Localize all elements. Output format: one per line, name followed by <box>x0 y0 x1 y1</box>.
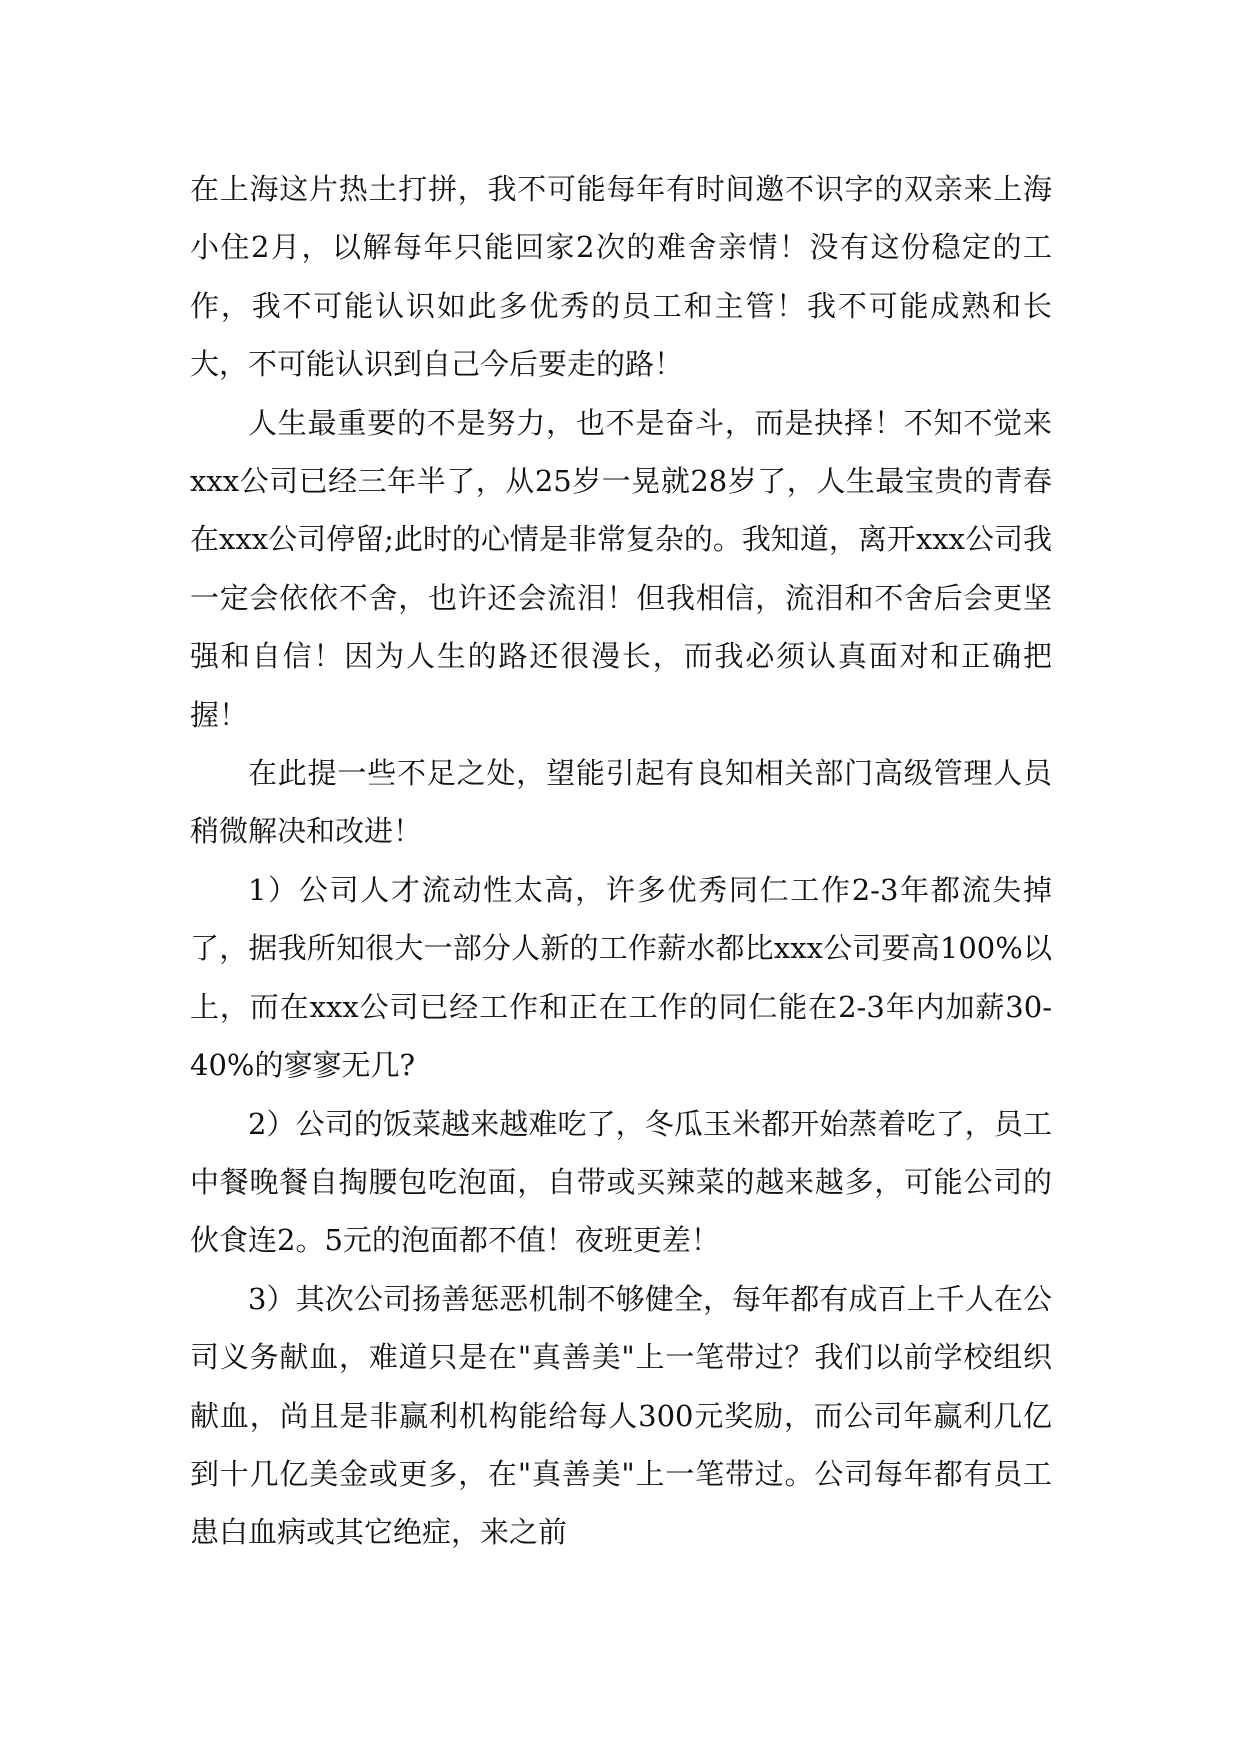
document-body <box>190 160 1052 1562</box>
paragraph-6: 3）其次公司扬善惩恶机制不够健全，每年都有成百上千人在公司义务献血，难道只是在"真善美"上一笔带过？我们以前学校组织献血，尚且是非赢利机构能给每人300元奖励，而公司年赢利几亿到十几亿美金或更多，在"真善美"上一笔带过。公司每年都有员工患白血病或其它绝症，来之前 <box>190 1281 1052 1550</box>
paragraph-3: 在此提一些不足之处，望能引起有良知相关部门高级管理人员稍微解决和改进！ <box>190 756 1052 849</box>
paragraph-4: 1）公司人才流动性太高，许多优秀同仁工作2-3年都流失掉了，据我所知很大一部分人新的工作薪水都比xxx公司要高100%以上，而在xxx公司已经工作和正在工作的同仁能在2-3年内加薪30-40%的寥寥无几? <box>190 872 1052 1083</box>
paragraph-1: 在上海这片热土打拼，我不可能每年有时间邀不识字的双亲来上海小住2月，以解每年只能回家2次的难舍亲情！没有这份稳定的工作，我不可能认识如此多优秀的员工和主管！我不可能成熟和长大，不可能认识到自己今后要走的路！ <box>190 172 1052 382</box>
paragraph-5: 2）公司的饭菜越来越难吃了，冬瓜玉米都开始蒸着吃了，员工中餐晚餐自掏腰包吃泡面，自带或买辣菜的越来越多，可能公司的伙食连2。5元的泡面都不值！夜班更差！ <box>190 1106 1052 1258</box>
paragraph-2: 人生最重要的不是努力，也不是奋斗，而是抉择！不知不觉来xxx公司已经三年半了，从25岁一晃就28岁了，人生最宝贵的青春在xxx公司停留;此时的心情是非常复杂的。我知道，离开xxx公司我一定会依依不舍，也许还会流泪！但我相信，流泪和不舍后会更坚强和自信！因为人生的路还很漫长，而我必须认真面对和正确把握！ <box>190 405 1052 732</box>
